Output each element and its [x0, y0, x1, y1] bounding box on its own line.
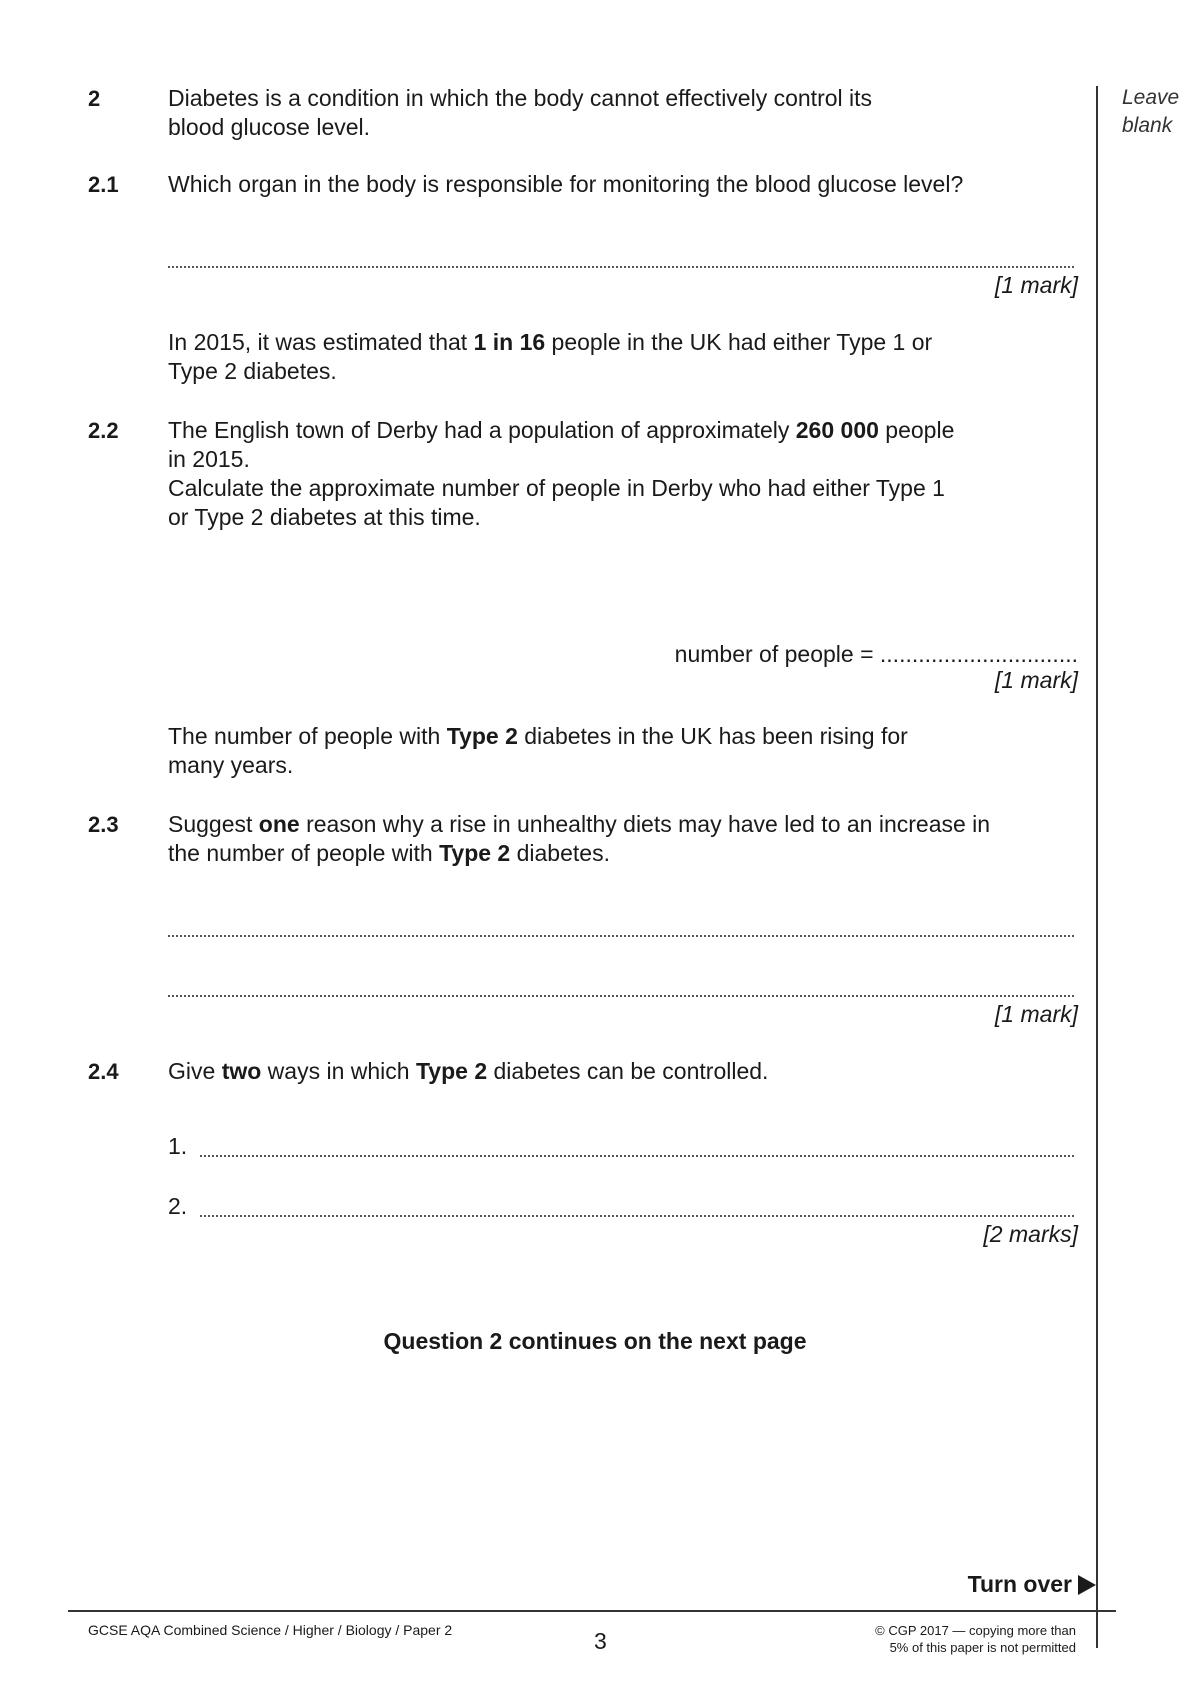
info1-suffix: people in the UK had either Type 1 or — [545, 329, 933, 355]
subquestion-text-2-3 — [168, 810, 1038, 868]
q24-d: Type 2 — [415, 1058, 488, 1084]
subquestion-number-2-2: 2.2 — [88, 418, 119, 443]
question-intro-line2: blood glucose level. — [168, 114, 371, 140]
q23-l1-a: Suggest — [168, 811, 259, 837]
q23-l1-c: reason why a rise in unhealthy diets may have led to an increase in — [299, 811, 991, 837]
q22-line2: in 2015. — [168, 446, 250, 472]
margin-rule — [1096, 86, 1098, 1648]
question-intro — [168, 84, 1038, 142]
leave-blank-line1: Leave — [1122, 86, 1180, 109]
footer-paper-title: GCSE AQA Combined Science / Higher / Biology / Paper 2 — [88, 1622, 453, 1638]
answer-item-number-2: 2. — [168, 1193, 188, 1219]
q23-l1-b: one — [258, 811, 300, 837]
mark-allocation-2-1: [1 mark] — [994, 272, 1078, 298]
footer-rule — [68, 1610, 1116, 1612]
q24-b: two — [221, 1058, 262, 1084]
triangle-right-icon — [1078, 1575, 1096, 1595]
subquestion-number-2-1: 2.1 — [88, 172, 119, 197]
info2-suffix: diabetes in the UK has been rising for — [517, 723, 908, 749]
leave-blank-label — [1122, 84, 1179, 140]
q22-line1-bold: 260 000 — [795, 417, 879, 443]
q22-line1-suffix: people — [878, 417, 955, 443]
question-number: 2 — [88, 86, 101, 111]
subquestion-number-2-4: 2.4 — [88, 1059, 119, 1084]
q23-l2-b: Type 2 — [439, 840, 511, 866]
continues-next-page-note: Question 2 continues on the next page — [383, 1328, 807, 1354]
leave-blank-line2: blank — [1122, 114, 1173, 137]
q22-line4: or Type 2 diabetes at this time. — [168, 504, 481, 530]
question-intro-line1: Diabetes is a condition in which the body cannot effectively control its — [168, 85, 873, 111]
info2-bold: Type 2 — [446, 723, 518, 749]
answer-line-2-4-1[interactable] — [200, 1155, 1074, 1157]
q23-l2-a: the number of people with — [168, 840, 440, 866]
copyright-line1: © CGP 2017 — copying more than — [875, 1623, 1076, 1638]
subquestion-text-2-4 — [168, 1057, 1038, 1086]
info-paragraph-2 — [168, 722, 1038, 780]
q24-e: diabetes can be controlled. — [487, 1058, 769, 1084]
q24-a: Give — [168, 1058, 222, 1084]
info1-bold: 1 in 16 — [473, 329, 546, 355]
q22-line1-prefix: The English town of Derby had a population of approximately — [168, 417, 796, 443]
answer-line-2-4-2[interactable] — [200, 1215, 1074, 1217]
info-paragraph-1 — [168, 328, 1038, 386]
q23-l2-c: diabetes. — [510, 840, 610, 866]
answer-field-2-2[interactable]: number of people = ............................... — [674, 641, 1078, 667]
mark-allocation-2-3: [1 mark] — [994, 1001, 1078, 1027]
q22-line3: Calculate the approximate number of people in Derby who had either Type 1 — [168, 475, 945, 501]
q24-c: ways in which — [261, 1058, 416, 1084]
page-number: 3 — [594, 1628, 607, 1654]
copyright-line2: 5% of this paper is not permitted — [889, 1640, 1076, 1655]
footer-copyright — [875, 1622, 1076, 1656]
subquestion-text-2-2 — [168, 416, 1038, 532]
info2-line2: many years. — [168, 752, 294, 778]
info1-line2: Type 2 diabetes. — [168, 358, 337, 384]
turn-over-label: Turn over — [967, 1571, 1072, 1597]
turn-over-prompt — [968, 1571, 1096, 1598]
answer-line-2-1[interactable] — [168, 266, 1074, 268]
answer-line-2-3-a[interactable] — [168, 935, 1074, 937]
mark-allocation-2-2: [1 mark] — [994, 667, 1078, 693]
subquestion-text-2-1: Which organ in the body is responsible for monitoring the blood glucose level? — [168, 171, 964, 197]
mark-allocation-2-4: [2 marks] — [983, 1221, 1078, 1247]
info2-prefix: The number of people with — [168, 723, 447, 749]
subquestion-number-2-3: 2.3 — [88, 812, 119, 837]
answer-item-number-1: 1. — [168, 1133, 188, 1159]
info1-prefix: In 2015, it was estimated that — [168, 329, 474, 355]
answer-line-2-3-b[interactable] — [168, 995, 1074, 997]
